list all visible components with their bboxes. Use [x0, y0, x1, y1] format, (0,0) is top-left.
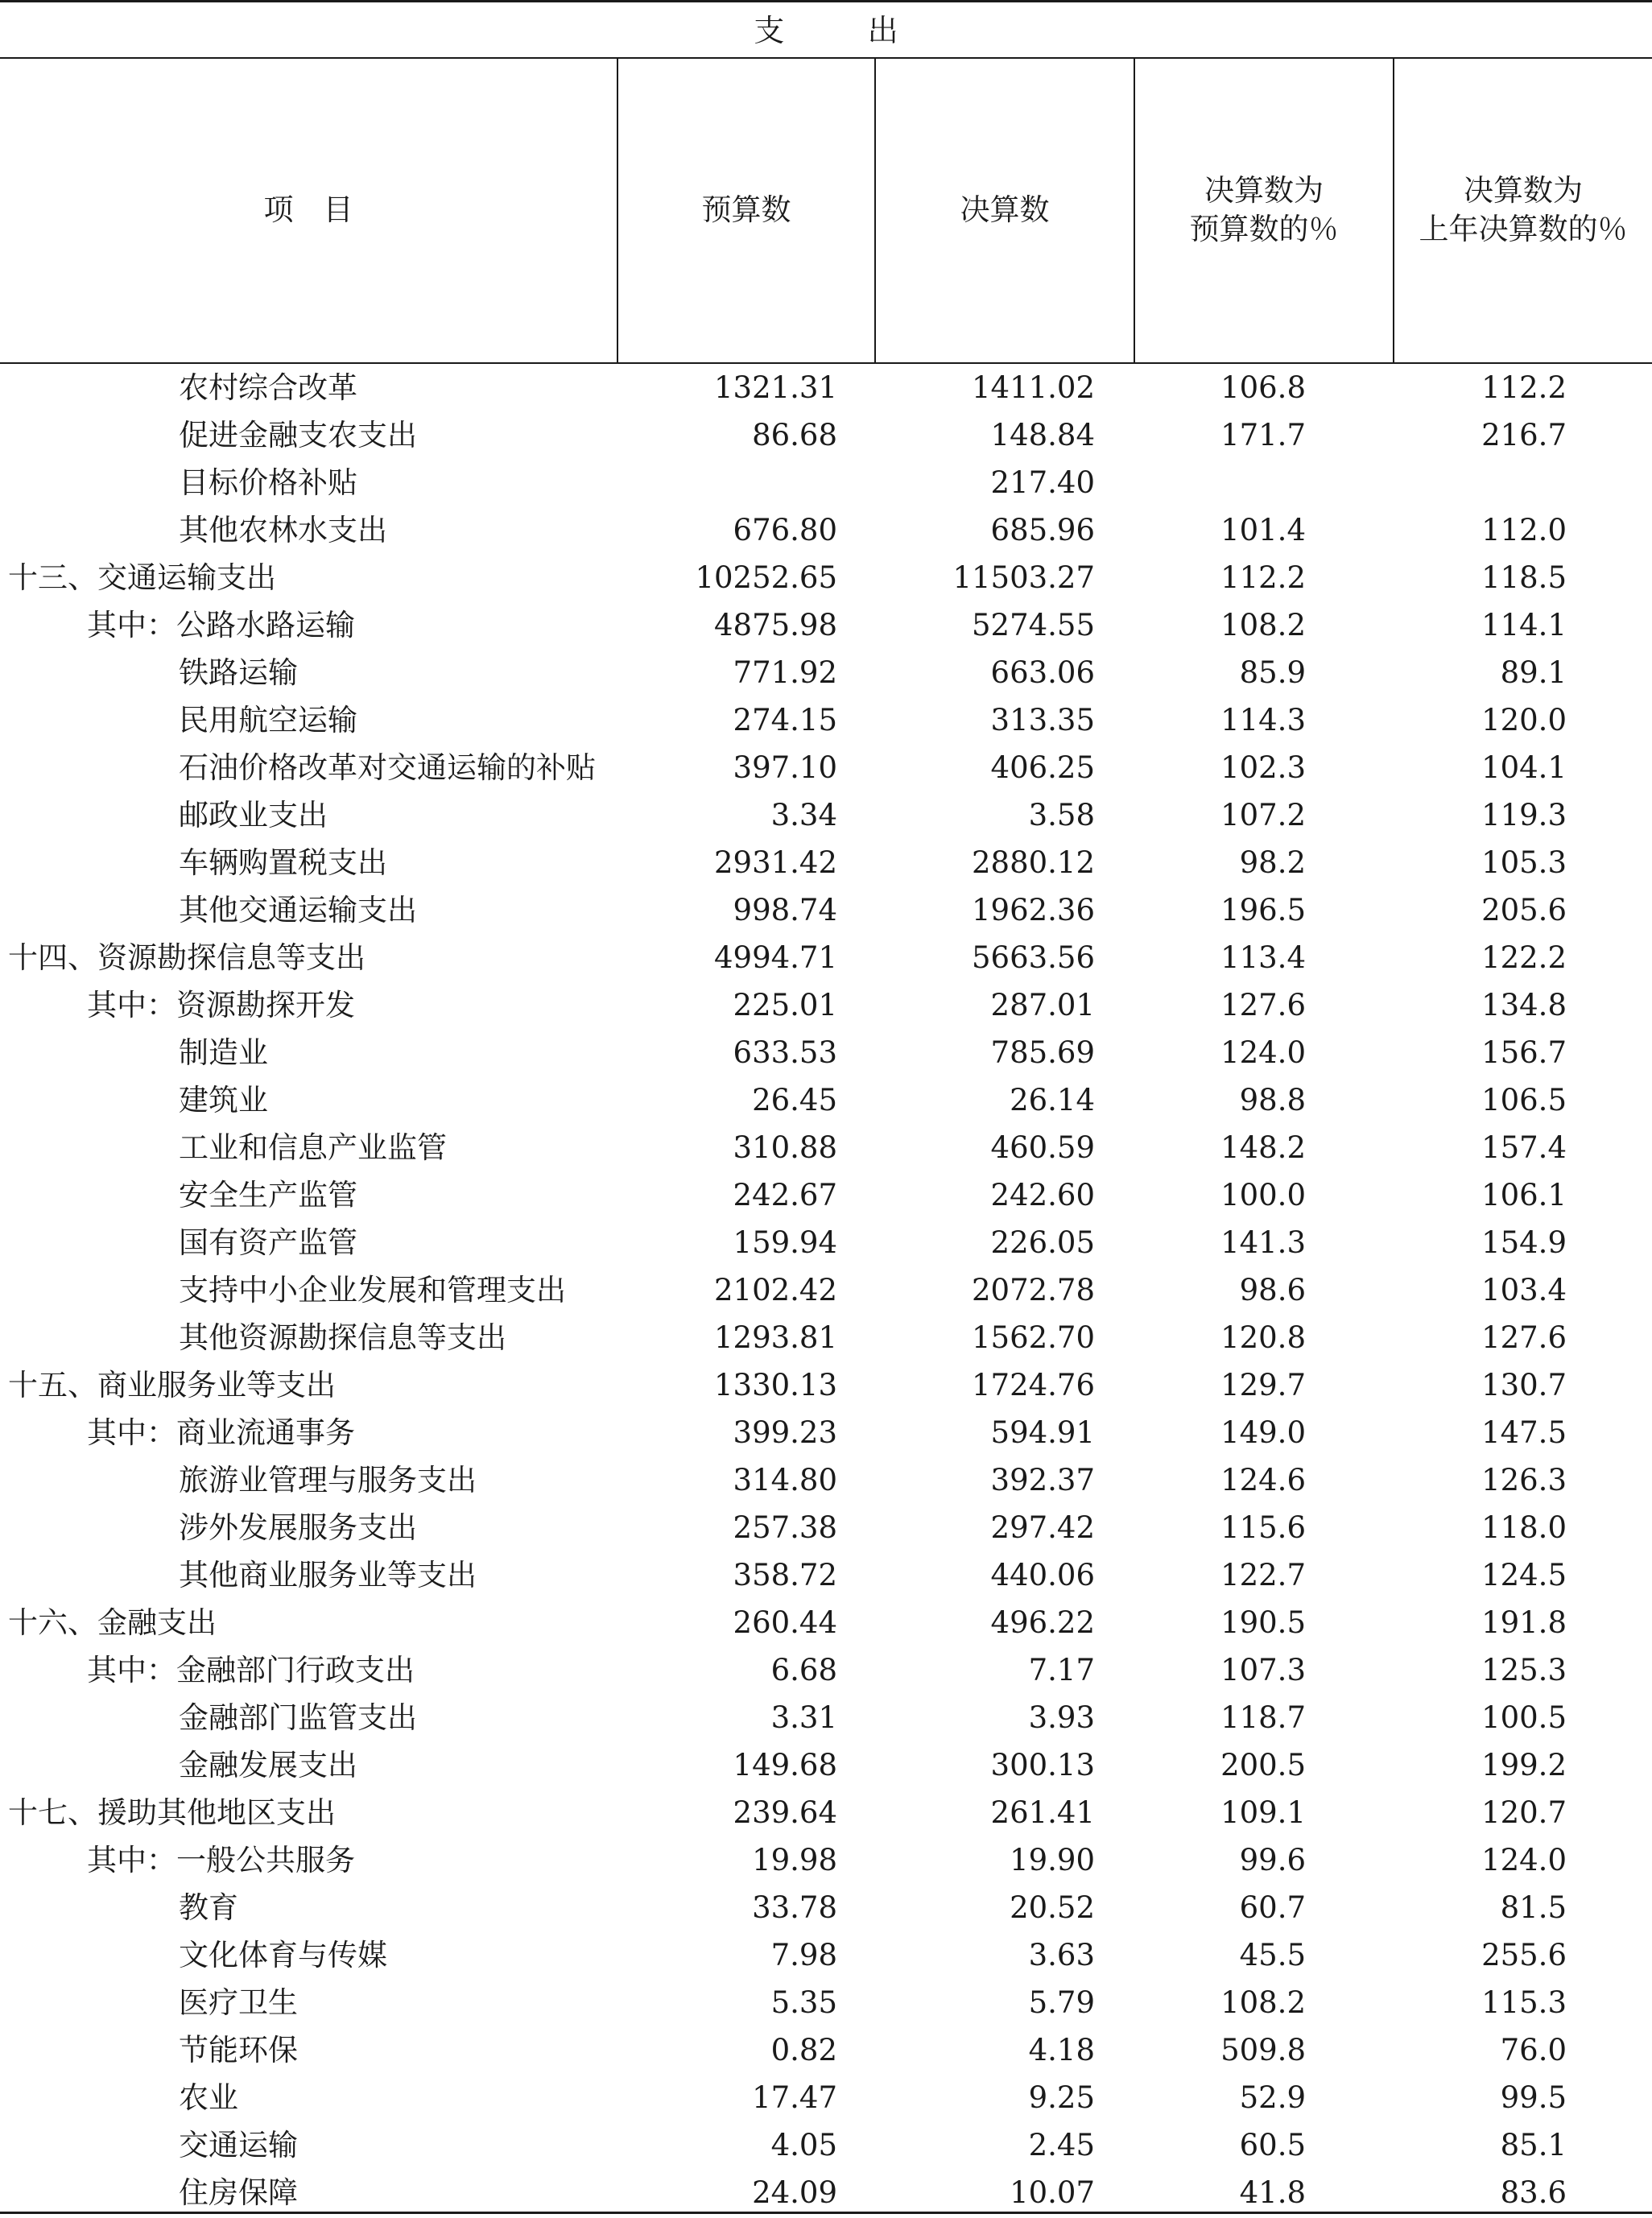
- row-pct-prev-value: 89.1: [1500, 655, 1567, 690]
- row-item-label: 促进金融支农支出: [179, 418, 417, 452]
- table-row: [0, 1361, 1652, 1409]
- row-item-label: 安全生产监管: [179, 1178, 357, 1212]
- row-pct-prev-value: 147.5: [1481, 1415, 1567, 1450]
- row-budget-value: 998.74: [733, 893, 837, 927]
- row-budget-value: [618, 459, 837, 506]
- table-row: [0, 1314, 1652, 1361]
- row-pct-budget-value: 124.6: [1220, 1463, 1306, 1497]
- row-final-value: 594.91: [990, 1415, 1095, 1450]
- row-budget-value: 2102.42: [713, 1273, 837, 1307]
- table-row: [0, 1504, 1652, 1551]
- row-pct-budget-value: 100.0: [1220, 1178, 1306, 1212]
- row-item-label: 十三、交通运输支出: [8, 560, 276, 595]
- row-final-value: 1724.76: [971, 1368, 1095, 1402]
- table-row: [0, 1124, 1652, 1171]
- table-row: [0, 744, 1652, 791]
- row-pct-prev-value: 124.5: [1481, 1558, 1567, 1592]
- row-pct-budget-value: 141.3: [1220, 1225, 1306, 1260]
- row-budget-value: 2931.42: [713, 845, 837, 880]
- table-row: [0, 1979, 1652, 2026]
- row-item-label: 民用航空运输: [179, 703, 357, 737]
- row-budget-value: 633.53: [733, 1035, 837, 1070]
- row-final-value: 297.42: [990, 1510, 1095, 1545]
- row-item-label: 支持中小企业发展和管理支出: [179, 1273, 566, 1307]
- row-item-label: 节能环保: [179, 2033, 298, 2067]
- row-item-label: 目标价格补贴: [179, 465, 357, 500]
- row-pct-budget-value: 113.4: [1220, 940, 1306, 975]
- col-header-pct-prev: 决算数为 上年决算数的％: [1419, 173, 1628, 246]
- row-budget-value: 17.47: [752, 2080, 837, 2115]
- row-pct-budget-value: 127.6: [1220, 988, 1306, 1022]
- row-item-label: 其中：资源勘探开发: [87, 988, 355, 1022]
- row-item-label: 农业: [179, 2080, 238, 2115]
- row-budget-value: 399.23: [733, 1415, 837, 1450]
- row-final-value: 217.40: [990, 465, 1095, 500]
- row-budget-value: 310.88: [733, 1130, 837, 1165]
- row-budget-value: 26.45: [752, 1083, 837, 1117]
- row-item-label: 工业和信息产业监管: [179, 1130, 447, 1165]
- table-row: [0, 791, 1652, 839]
- row-pct-budget-value: 112.2: [1220, 560, 1306, 595]
- table-row: [0, 364, 1652, 411]
- row-pct-budget-value: 99.6: [1239, 1843, 1306, 1877]
- table-row: [0, 981, 1652, 1029]
- row-final-value: 3.93: [1028, 1700, 1095, 1735]
- table-row: [0, 1741, 1652, 1789]
- row-final-value: 685.96: [990, 513, 1095, 547]
- row-item-label: 其他农林水支出: [179, 513, 387, 547]
- table-super-header: 支 出: [754, 13, 935, 48]
- row-final-value: 460.59: [990, 1130, 1095, 1165]
- row-pct-prev-value: 99.5: [1500, 2080, 1567, 2115]
- row-final-value: 392.37: [990, 1463, 1095, 1497]
- row-item-label: 其中：金融部门行政支出: [87, 1653, 415, 1687]
- row-pct-budget-value: 106.8: [1220, 370, 1306, 405]
- row-final-value: 313.35: [990, 703, 1095, 737]
- table-row: [0, 1219, 1652, 1266]
- row-final-value: 785.69: [990, 1035, 1095, 1070]
- table-row: [0, 934, 1652, 981]
- col-header-final: 决算数: [960, 192, 1050, 227]
- row-item-label: 其他商业服务业等支出: [179, 1558, 477, 1592]
- table-row: [0, 1599, 1652, 1646]
- row-item-label: 车辆购置税支出: [179, 845, 387, 880]
- row-budget-value: 149.68: [733, 1748, 837, 1782]
- row-budget-value: 24.09: [752, 2175, 837, 2210]
- row-pct-budget-value: 108.2: [1220, 608, 1306, 642]
- row-pct-budget-value: 200.5: [1220, 1748, 1306, 1782]
- table-row: [0, 554, 1652, 601]
- table-row: [0, 1551, 1652, 1599]
- row-budget-value: 242.67: [733, 1178, 837, 1212]
- row-item-label: 金融部门监管支出: [179, 1700, 417, 1735]
- table-row: [0, 696, 1652, 744]
- row-pct-budget-value: 124.0: [1220, 1035, 1306, 1070]
- row-final-value: 242.60: [990, 1178, 1095, 1212]
- row-item-label: 十六、金融支出: [8, 1605, 217, 1640]
- row-item-label: 铁路运输: [179, 655, 298, 690]
- row-pct-budget-value: 115.6: [1220, 1510, 1306, 1545]
- table-row: [0, 1171, 1652, 1219]
- table-row: [0, 459, 1652, 506]
- row-budget-value: 260.44: [733, 1605, 837, 1640]
- row-pct-prev-value: 119.3: [1481, 798, 1567, 832]
- row-pct-prev-value: 199.2: [1481, 1748, 1567, 1782]
- row-pct-prev-value: 76.0: [1500, 2033, 1567, 2067]
- row-pct-budget-value: [1135, 459, 1306, 506]
- row-item-label: 农村综合改革: [179, 370, 357, 405]
- row-budget-value: 1321.31: [713, 370, 837, 405]
- row-final-value: 9.25: [1028, 2080, 1095, 2115]
- row-final-value: 26.14: [1010, 1083, 1095, 1117]
- row-item-label: 国有资产监管: [179, 1225, 357, 1260]
- row-item-label: 医疗卫生: [179, 1985, 298, 2020]
- row-budget-value: 159.94: [733, 1225, 837, 1260]
- row-item-label: 金融发展支出: [179, 1748, 357, 1782]
- row-budget-value: 6.68: [770, 1653, 837, 1687]
- row-pct-prev-value: 191.8: [1481, 1605, 1567, 1640]
- row-budget-value: 771.92: [733, 655, 837, 690]
- row-item-label: 住房保障: [179, 2175, 298, 2210]
- row-final-value: 4.18: [1028, 2033, 1095, 2067]
- row-pct-prev-value: 124.0: [1481, 1843, 1567, 1877]
- row-pct-prev-value: 127.6: [1481, 1320, 1567, 1355]
- table-row: [0, 1789, 1652, 1836]
- row-item-label: 其中：商业流通事务: [87, 1415, 355, 1450]
- row-pct-budget-value: 98.2: [1239, 845, 1306, 880]
- row-final-value: 300.13: [990, 1748, 1095, 1782]
- row-budget-value: 257.38: [733, 1510, 837, 1545]
- row-item-label: 十五、商业服务业等支出: [8, 1368, 336, 1402]
- table-row: [0, 1029, 1652, 1076]
- row-final-value: 226.05: [990, 1225, 1095, 1260]
- row-pct-prev-value: 83.6: [1500, 2175, 1567, 2210]
- row-final-value: 20.52: [1010, 1890, 1095, 1925]
- table-row: [0, 1076, 1652, 1124]
- row-pct-prev-value: 114.1: [1481, 608, 1567, 642]
- row-pct-budget-value: 122.7: [1220, 1558, 1306, 1592]
- row-budget-value: 274.15: [733, 703, 837, 737]
- row-final-value: 5274.55: [971, 608, 1095, 642]
- row-pct-prev-value: 120.0: [1481, 703, 1567, 737]
- row-item-label: 十七、援助其他地区支出: [8, 1795, 336, 1830]
- row-final-value: 7.17: [1028, 1653, 1095, 1687]
- table-row: [0, 601, 1652, 649]
- row-pct-prev-value: 100.5: [1481, 1700, 1567, 1735]
- row-pct-prev-value: 120.7: [1481, 1795, 1567, 1830]
- table-row: [0, 2169, 1652, 2216]
- row-budget-value: 3.31: [770, 1700, 837, 1735]
- row-pct-budget-value: 171.7: [1220, 418, 1306, 452]
- row-pct-budget-value: 108.2: [1220, 1985, 1306, 2020]
- row-final-value: 148.84: [990, 418, 1095, 452]
- row-budget-value: 1330.13: [713, 1368, 837, 1402]
- row-budget-value: 5.35: [770, 1985, 837, 2020]
- row-item-label: 其中：一般公共服务: [87, 1843, 355, 1877]
- row-pct-prev-value: 106.1: [1481, 1178, 1567, 1212]
- row-budget-value: 4.05: [770, 2128, 837, 2162]
- row-pct-prev-value: 105.3: [1481, 845, 1567, 880]
- row-item-label: 交通运输: [179, 2128, 298, 2162]
- row-item-label: 其他资源勘探信息等支出: [179, 1320, 506, 1355]
- table-row: [0, 2026, 1652, 2074]
- row-budget-value: 86.68: [752, 418, 837, 452]
- row-pct-budget-value: 102.3: [1220, 750, 1306, 785]
- row-pct-prev-value: 118.5: [1481, 560, 1567, 595]
- row-pct-prev-value: 126.3: [1481, 1463, 1567, 1497]
- row-pct-budget-value: 85.9: [1239, 655, 1306, 690]
- row-pct-prev-value: 205.6: [1481, 893, 1567, 927]
- row-budget-value: 7.98: [770, 1938, 837, 1972]
- row-pct-budget-value: 98.6: [1239, 1273, 1306, 1307]
- row-final-value: 287.01: [990, 988, 1095, 1022]
- top-rule: [0, 0, 1652, 2]
- row-pct-budget-value: 60.7: [1239, 1890, 1306, 1925]
- row-pct-budget-value: 60.5: [1239, 2128, 1306, 2162]
- row-final-value: 5663.56: [971, 940, 1095, 975]
- row-budget-value: 314.80: [733, 1463, 837, 1497]
- row-budget-value: 0.82: [770, 2033, 837, 2067]
- row-final-value: 3.63: [1028, 1938, 1095, 1972]
- row-final-value: 2880.12: [971, 845, 1095, 880]
- row-pct-prev-value: 104.1: [1481, 750, 1567, 785]
- row-item-label: 旅游业管理与服务支出: [179, 1463, 477, 1497]
- row-final-value: 2.45: [1028, 2128, 1095, 2162]
- row-pct-prev-value: 81.5: [1500, 1890, 1567, 1925]
- row-final-value: 10.07: [1010, 2175, 1095, 2210]
- row-pct-prev-value: 134.8: [1481, 988, 1567, 1022]
- row-budget-value: 239.64: [733, 1795, 837, 1830]
- row-pct-budget-value: 114.3: [1220, 703, 1306, 737]
- row-pct-budget-value: 52.9: [1239, 2080, 1306, 2115]
- row-pct-prev-value: 156.7: [1481, 1035, 1567, 1070]
- table-row: [0, 1836, 1652, 1884]
- col-header-budget: 预算数: [701, 192, 791, 227]
- row-item-label: 制造业: [179, 1035, 268, 1070]
- table-row: [0, 1266, 1652, 1314]
- row-pct-prev-value: 85.1: [1500, 2128, 1567, 2162]
- row-pct-prev-value: 118.0: [1481, 1510, 1567, 1545]
- row-item-label: 其他交通运输支出: [179, 893, 417, 927]
- row-budget-value: 33.78: [752, 1890, 837, 1925]
- row-item-label: 邮政业支出: [179, 798, 328, 832]
- row-budget-value: 4875.98: [713, 608, 837, 642]
- super-header-rule: [0, 57, 1652, 59]
- row-item-label: 十四、资源勘探信息等支出: [8, 940, 366, 975]
- table-row: [0, 1646, 1652, 1694]
- row-budget-value: 358.72: [733, 1558, 837, 1592]
- table-row: [0, 411, 1652, 459]
- table-row: [0, 1409, 1652, 1456]
- row-final-value: 1411.02: [971, 370, 1095, 405]
- row-final-value: 3.58: [1028, 798, 1095, 832]
- table-row: [0, 1456, 1652, 1504]
- row-pct-prev-value: 125.3: [1481, 1653, 1567, 1687]
- table-row: [0, 506, 1652, 554]
- table-row: [0, 2074, 1652, 2121]
- row-item-label: 涉外发展服务支出: [179, 1510, 417, 1545]
- row-item-label: 石油价格改革对交通运输的补贴: [179, 750, 596, 785]
- row-final-value: 1562.70: [971, 1320, 1095, 1355]
- row-final-value: 406.25: [990, 750, 1095, 785]
- row-item-label: 教育: [179, 1890, 238, 1925]
- row-pct-budget-value: 148.2: [1220, 1130, 1306, 1165]
- row-final-value: 663.06: [990, 655, 1095, 690]
- row-pct-prev-value: 112.2: [1481, 370, 1567, 405]
- row-pct-prev-value: [1394, 459, 1567, 506]
- row-pct-budget-value: 101.4: [1220, 513, 1306, 547]
- row-budget-value: 1293.81: [713, 1320, 837, 1355]
- row-item-label: 其中：公路水路运输: [87, 608, 355, 642]
- row-budget-value: 19.98: [752, 1843, 837, 1877]
- row-pct-prev-value: 112.0: [1481, 513, 1567, 547]
- row-final-value: 440.06: [990, 1558, 1095, 1592]
- table-row: [0, 886, 1652, 934]
- table-row: [0, 1884, 1652, 1931]
- row-item-label: 文化体育与传媒: [179, 1938, 387, 1972]
- row-pct-budget-value: 45.5: [1239, 1938, 1306, 1972]
- row-pct-prev-value: 255.6: [1481, 1938, 1567, 1972]
- row-pct-budget-value: 509.8: [1220, 2033, 1306, 2067]
- row-final-value: 19.90: [1010, 1843, 1095, 1877]
- table-row: [0, 649, 1652, 696]
- row-pct-budget-value: 196.5: [1220, 893, 1306, 927]
- row-pct-budget-value: 107.3: [1220, 1653, 1306, 1687]
- row-pct-budget-value: 98.8: [1239, 1083, 1306, 1117]
- row-pct-budget-value: 107.2: [1220, 798, 1306, 832]
- row-pct-prev-value: 115.3: [1481, 1985, 1567, 2020]
- row-final-value: 5.79: [1028, 1985, 1095, 2020]
- row-budget-value: 225.01: [733, 988, 837, 1022]
- row-final-value: 496.22: [990, 1605, 1095, 1640]
- table-row: [0, 1931, 1652, 1979]
- row-budget-value: 4994.71: [713, 940, 837, 975]
- row-budget-value: 676.80: [733, 513, 837, 547]
- row-final-value: 11503.27: [952, 560, 1095, 595]
- row-pct-prev-value: 216.7: [1481, 418, 1567, 452]
- row-pct-budget-value: 118.7: [1220, 1700, 1306, 1735]
- row-pct-prev-value: 130.7: [1481, 1368, 1567, 1402]
- row-pct-budget-value: 149.0: [1220, 1415, 1306, 1450]
- row-budget-value: 397.10: [733, 750, 837, 785]
- row-final-value: 1962.36: [971, 893, 1095, 927]
- row-pct-prev-value: 157.4: [1481, 1130, 1567, 1165]
- col-header-pct-budget: 决算数为 预算数的％: [1189, 173, 1339, 246]
- bottom-rule: [0, 2212, 1652, 2214]
- row-pct-budget-value: 190.5: [1220, 1605, 1306, 1640]
- row-pct-budget-value: 120.8: [1220, 1320, 1306, 1355]
- col-header-item: 项 目: [263, 192, 353, 227]
- row-final-value: 261.41: [990, 1795, 1095, 1830]
- row-budget-value: 10252.65: [695, 560, 837, 595]
- table-row: [0, 1694, 1652, 1741]
- row-pct-prev-value: 103.4: [1481, 1273, 1567, 1307]
- row-pct-budget-value: 41.8: [1239, 2175, 1306, 2210]
- row-pct-budget-value: 129.7: [1220, 1368, 1306, 1402]
- table-row: [0, 2121, 1652, 2169]
- table-row: [0, 839, 1652, 886]
- row-budget-value: 3.34: [770, 798, 837, 832]
- row-pct-budget-value: 109.1: [1220, 1795, 1306, 1830]
- row-final-value: 2072.78: [971, 1273, 1095, 1307]
- row-item-label: 建筑业: [179, 1083, 268, 1117]
- row-pct-prev-value: 154.9: [1481, 1225, 1567, 1260]
- row-pct-prev-value: 122.2: [1481, 940, 1567, 975]
- row-pct-prev-value: 106.5: [1481, 1083, 1567, 1117]
